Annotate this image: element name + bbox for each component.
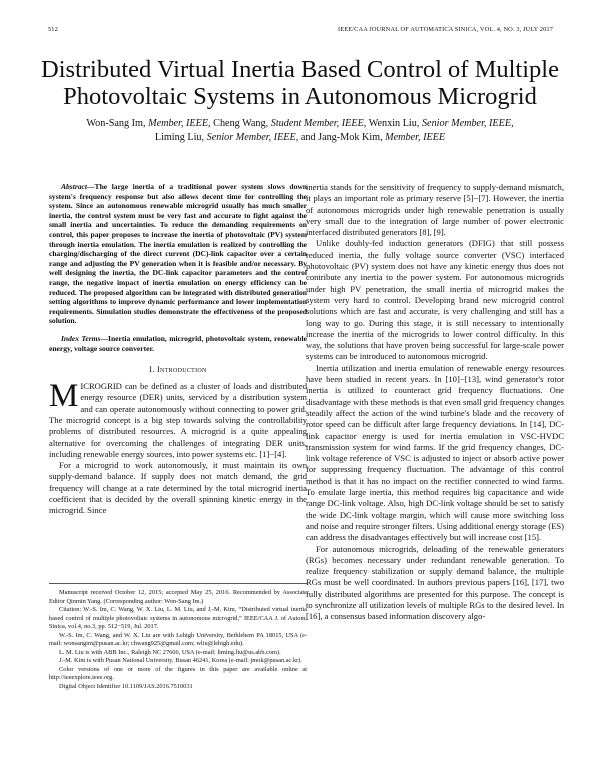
- page-number: 512: [48, 26, 58, 33]
- paper-title: Distributed Virtual Inertia Based Control of Multiple Photovoltaic Systems in Autonomous Microgrid: [41, 56, 559, 110]
- section-heading: I. Introduction: [149, 365, 207, 375]
- author-name: and Jang-Mok Kim,: [300, 132, 383, 143]
- running-header: IEEE/CAA JOURNAL OF AUTOMATICA SINICA, VOL. 4, NO. 3, JULY 2017: [338, 26, 553, 33]
- footnote-doi: Digital Object Identifier 10.1109/JAS.2016.7510031: [59, 682, 193, 690]
- author-name: Won-Sang Im,: [86, 118, 146, 129]
- right-column: [306, 182, 564, 623]
- footnotes: [49, 583, 307, 691]
- footnote-citation: Citation: W.-S. Im, C. Wang, W. X. Liu, L. M. Liu, and J.-M. Kim, “Distributed virtual inertia based control of multiple photovoltaic systems in autonomous microgrid,” IEEE/CAA J. of Autom. Sinica, vol.4, no.3, pp. 512−519, Jul. 2017.: [49, 606, 307, 630]
- author-name: Wenxin Liu,: [368, 118, 420, 129]
- author-name: Cheng Wang,: [213, 118, 269, 129]
- drop-cap: M: [49, 378, 79, 415]
- abstract-label: Abstract: [61, 182, 87, 191]
- intro-text-1: ICROGRID can be defined as a cluster of loads and distributed energy resource (DER) units, serviced by a distribution system and can operate autonomously without connecting to power grid. The microgrid concept is a big step towards solving the controllability problems of distributed resources. A microgrid is a quite appealing alternative for overcoming the challenges of integrating DER units, including renewable energy sources, into power systems etc. [1]−[4].: [49, 381, 307, 459]
- index-terms-label: Index Terms: [61, 333, 101, 343]
- author-role: Member, IEEE,: [148, 118, 211, 129]
- body-paragraph: Inertia utilization and inertia emulation of renewable energy resources have been studied in recent years. In [10]−[13], wind generator's rotor inertia is utilized to counteract grid frequency fluctuations. One disadvantage with these methods is that even small grid frequency changes steadily affect the action of the wind turbine's blade and the recovery of rotor speed can be difficult after large frequency deviations. In [14], DC-link capacitor energy is used for inertia emulation in VSC-HVDC transmission system for wind farms. If the grid frequency changes, DC-link voltage reference of VSC is adjusted to inject or absorb active power for suppressing frequency fluctuation. The advantage of this control method is that it has no impact on the rectifier connected to wind farms. To emulate large inertia, this method requires big capacitance and wide range DC-link voltage. Also, high DC-link voltage should be set to satisfy the wide DC-link voltage margin, which will cause more switching loss and noise and require stronger filters. Using additional energy storage (ES) can address the disadvantages effectively but will increase cost [15].: [306, 362, 564, 543]
- left-column: [49, 182, 307, 517]
- index-terms: [49, 334, 307, 353]
- index-terms-text: —Inertia emulation, microgrid, photovoltaic system, renewable energy, voltage source converter.: [49, 333, 307, 353]
- abstract-text: —The large inertia of a traditional power system slows down system's frequency response but also allows decent time for controlling the system. Since an autonomous renewable microgrid usually has much smaller inertia, the control system must be very fast and accurate to fight against the small inertia and uncertainties. To reduce the demanding requirements on control, this paper proposes to increase the inertia of photovoltaic (PV) system through inertia emulation. The inertia emulation is realized by controlling the charging/discharging of the direct current (DC)-link capacitor over a certain range and adjusting the PV generation when it is feasible and/or necessary. By well designing the inertia, the DC-link capacitor parameters and the control range, the negative impact of inertia emulation on energy efficiency can be reduced. The proposed algorithm can be integrated with distributed generation setting algorithms to improve dynamic performance and lower implementation requirements. Simulation studies demonstrate the effectiveness of the proposed solution.: [49, 182, 307, 326]
- abstract: [49, 182, 307, 326]
- body-paragraph: For autonomous microgrids, deloading of the renewable generators (RGs) becomes necessary under redundant renewable generation. To realize frequency stabilization or supply demand balance, the multiple RGs must be well coordinated. In authors previous papers [16], [17], two fully distributed algorithms are presented for this purpose. The concept is to synchronize all utilization levels of multiple RGs to the desired level. In [16], a consensus based information discovery algo-: [306, 543, 564, 622]
- author-name: Liming Liu,: [154, 132, 205, 143]
- footnote-affiliation: W.-S. Im, C. Wang, and W. X. Liu are with Lehigh University, Bethlehem PA 18015, USA (e-mail: wonsangim@pusan.ac.kr; chwang925@gmail.com; wliu@lehigh.edu).: [49, 631, 307, 647]
- author-role: Student Member, IEEE,: [270, 118, 367, 129]
- author-list: [60, 117, 540, 145]
- author-role: Senior Member, IEEE,: [206, 132, 299, 143]
- intro-paragraph-1: [49, 378, 307, 460]
- author-role: Member, IEEE: [385, 132, 446, 143]
- footnote-affiliation: L. M. Liu is with ABB Inc., Raleigh NC 27606, USA (e-mail: liming.liu@us.abb.com).: [59, 648, 281, 656]
- intro-paragraph-2: For a microgrid to work autonomously, it must maintain its own supply-demand balance. If supply does not match demand, the grid frequency will change at a rate determined by the total microgrid inertia coefficient that is decided by the overall spinning kinetic energy in the microgrid. Since: [49, 460, 307, 516]
- footnote-affiliation: J.-M. Kim is with Pusan National University, Busan 46241, Korea (e-mail: jmok@pusan.ac.kr).: [59, 657, 302, 664]
- footnote-color-note: Color versions of one or more of the figures in this paper are available online at http://ieeexplore.ieee.org.: [49, 665, 307, 681]
- body-paragraph: Unlike doubly-fed induction generators (DFIG) that still possess reduced inertia, the fully voltage source converter (VSC) interfaced photovoltaic (PV) system does not have any kinetic energy thus does not contribute any inertia to the power system. For autonomous microgrids under high PV penetration, the small inertia of microgrid makes the system very hard to control. Developing brand new microgrid control solutions which are fast and accurate, is very challenging and still has a long way to go. During this stage, it is still necessary to intentionally increase the inertia of the microgrids to lower control difficulty. In this way, the solutions that have proven being successful for large-scale power systems can be introduced to autonomous microgrid.: [306, 238, 564, 362]
- body-paragraph: inertia stands for the sensitivity of frequency to supply-demand mismatch, it plays an important role as primary reserve [5]−[7]. However, the inertia of autonomous microgrids under high renewable penetration is usually very small due to the integration of large number of power electronic interfaced distributed generators [8], [9].: [306, 182, 564, 238]
- author-role: Senior Member, IEEE,: [421, 118, 514, 129]
- footnote-manuscript: Manuscript received October 12, 2015; accepted May 25, 2016. Recommended by Associate Editor Qinmin Yang. (Corresponding author: Won-Sang Im.): [49, 589, 307, 605]
